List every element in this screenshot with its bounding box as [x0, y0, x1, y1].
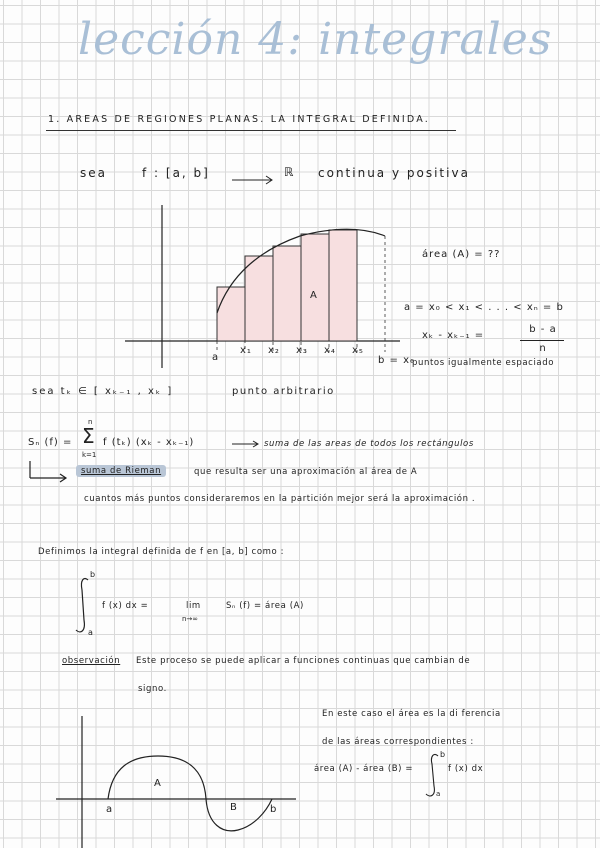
integral-upper: b	[90, 570, 96, 579]
limit: lim	[186, 601, 201, 611]
arbitrary-point: sea tₖ ∈ [ xₖ₋₁ , xₖ ]	[32, 386, 174, 397]
sum-note: suma de las areas de todos los rectángulos	[264, 439, 474, 449]
tick-a-2: a	[106, 804, 114, 815]
section-heading: 1. AREAS DE REGIONES PLANAS. LA INTEGRAL DEFINIDA.	[48, 114, 431, 125]
tick-x2: x₂	[268, 345, 280, 356]
tick-x1: x₁	[240, 345, 252, 356]
riemann-sum-label: suma de Rieman	[76, 465, 166, 477]
tick-b: b = x₆	[378, 355, 416, 366]
region-label-b: B	[230, 802, 238, 813]
spacing-note: puntos igualmente espaciado	[412, 358, 555, 368]
observation-label: observación	[62, 656, 121, 666]
conclusion-upper: b	[440, 750, 446, 759]
tick-b-2: b	[270, 804, 278, 815]
conclusion-line-1: En este caso el área es la di ferencia	[322, 709, 501, 719]
sigma-top: n	[88, 418, 93, 426]
sigma: Σ	[82, 424, 95, 448]
tick-x5: x₅	[352, 345, 364, 356]
intro-target: ℝ	[284, 165, 296, 179]
arbitrary-point-note: punto arbitrario	[232, 386, 335, 397]
riemann-text: que resulta ser una aproximación al área de A	[194, 467, 418, 477]
tick-x4: x₄	[324, 345, 336, 356]
width-denominator: n	[539, 343, 547, 354]
partition-note: a = x₀ < x₁ < . . . < xₙ = b	[404, 302, 564, 313]
limit-sub: n→∞	[182, 615, 199, 623]
tick-x3: x₃	[296, 345, 308, 356]
region-label-a-2: A	[154, 778, 162, 789]
integrand: f (x) dx =	[102, 601, 149, 611]
definition-rhs: Sₙ (f) = área (A)	[226, 601, 304, 611]
tick-a: a	[212, 352, 220, 363]
conclusion-line-3: área (A) - área (B) =	[314, 764, 414, 774]
riemann-more: cuantos más puntos consideraremos en la partición mejor será la aproximación .	[84, 494, 476, 504]
conclusion-integrand: f (x) dx	[448, 764, 484, 774]
conclusion-line-2: de las áreas correspondientes :	[322, 737, 474, 747]
width-numerator: b - a	[529, 324, 557, 335]
width-note: xₖ - xₖ₋₁ =	[422, 330, 485, 341]
observation-text-2: signo.	[138, 684, 167, 694]
page-title: lección 4: integrales	[78, 14, 553, 65]
intro-sea: sea	[80, 166, 107, 180]
intro-property: continua y positiva	[318, 166, 470, 180]
area-question: área (A) = ??	[422, 249, 501, 260]
integral-lower: a	[88, 628, 93, 637]
definition-text: Definimos la integral definida de f en [a, b] como :	[38, 547, 285, 557]
observation-text: Este proceso se puede aplicar a funciones continuas que cambian de	[136, 656, 471, 666]
sum-left: Sₙ (f) =	[28, 437, 73, 448]
sigma-bottom: k=1	[82, 451, 97, 459]
conclusion-lower: a	[436, 790, 441, 798]
sum-right: f (tₖ) (xₖ - xₖ₋₁)	[103, 437, 195, 448]
region-label-a: A	[310, 290, 318, 301]
intro-map: f : [a, b]	[142, 166, 210, 180]
